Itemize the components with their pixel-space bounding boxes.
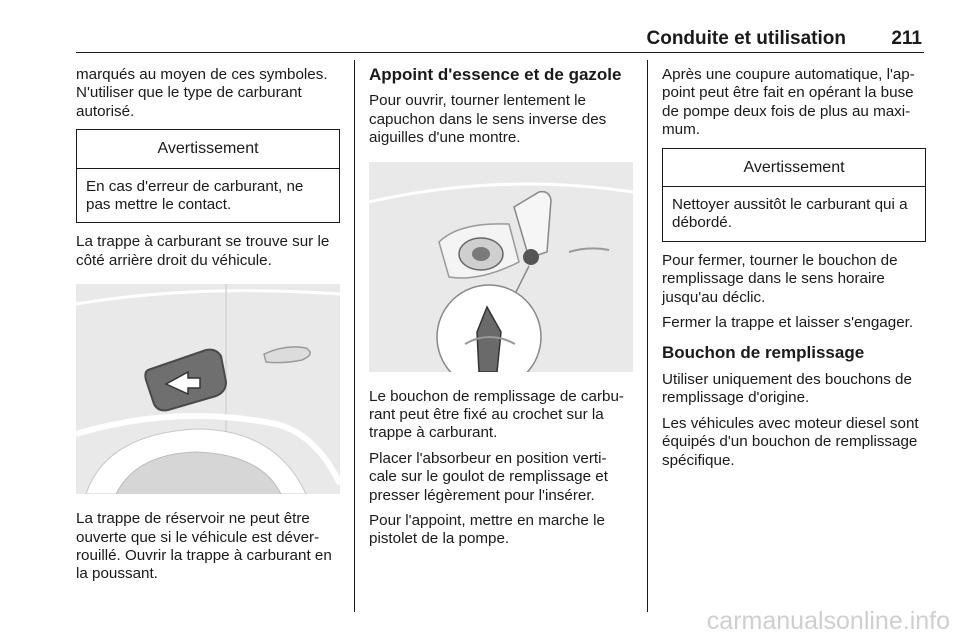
- fuel-door-illustration: [76, 284, 340, 494]
- fuel-cap-illustration: [369, 162, 633, 372]
- watermark: carmanualsonline.info: [706, 607, 950, 635]
- section-title: Conduite et utilisation: [646, 28, 846, 49]
- column-1: [76, 66, 340, 591]
- section-heading: Appoint d'essence et de gazole: [369, 65, 622, 84]
- paragraph: Pour fermer, tourner le bouchon de remplissage dans le sens horaire jusqu'au déclic.: [662, 251, 898, 306]
- warning-text: Nettoyer aussitôt le carburant qui a débordé.: [672, 196, 908, 232]
- paragraph: Après une coupure automatique, l'ap-point peut être fait en opérant la buse de pompe deux fois de plus au maxi-mum.: [662, 66, 915, 139]
- warning-text: En cas d'erreur de carburant, ne pas mettre le contact.: [86, 177, 304, 214]
- paragraph: Le bouchon de remplissage de carbu-rant peut être fixé au crochet sur la trappe à carburant.: [369, 387, 624, 442]
- column-3: [662, 66, 926, 477]
- paragraph: La trappe de réservoir ne peut être ouverte que si le véhicule est déver-rouillé. Ouvrir la trappe à carburant en la poussant.: [76, 510, 332, 583]
- paragraph: marqués au moyen de ces symboles. N'utiliser que le type de carburant autorisé.: [76, 66, 328, 120]
- column-divider: [647, 60, 648, 612]
- paragraph: La trappe à carburant se trouve sur le côté arrière droit du véhicule.: [76, 233, 330, 269]
- paragraph: Fermer la trappe et laisser s'engager.: [662, 314, 914, 332]
- paragraph: Pour ouvrir, tourner lentement le capuchon dans le sens inverse des aiguilles d'une montre.: [369, 92, 607, 147]
- section-heading: Bouchon de remplissage: [662, 343, 865, 363]
- warning-box: [662, 148, 926, 242]
- page-number: 211: [891, 28, 922, 49]
- warning-title: Avertissement: [663, 149, 925, 187]
- paragraph: Pour l'appoint, mettre en marche le pistolet de la pompe.: [369, 512, 605, 548]
- warning-title: Avertissement: [77, 130, 339, 168]
- column-2: [369, 66, 633, 556]
- warning-box: [76, 129, 340, 223]
- paragraph: Utiliser uniquement des bouchons de remplissage d'origine.: [662, 370, 912, 407]
- paragraph: Les véhicules avec moteur diesel sont équipés d'un bouchon de remplissage spécifique.: [662, 414, 919, 469]
- paragraph: Placer l'absorbeur en position verti-cale sur le goulot de remplissage et presser légèrement pour l'insérer.: [369, 449, 608, 504]
- column-divider: [354, 60, 355, 612]
- page-header: [76, 28, 924, 53]
